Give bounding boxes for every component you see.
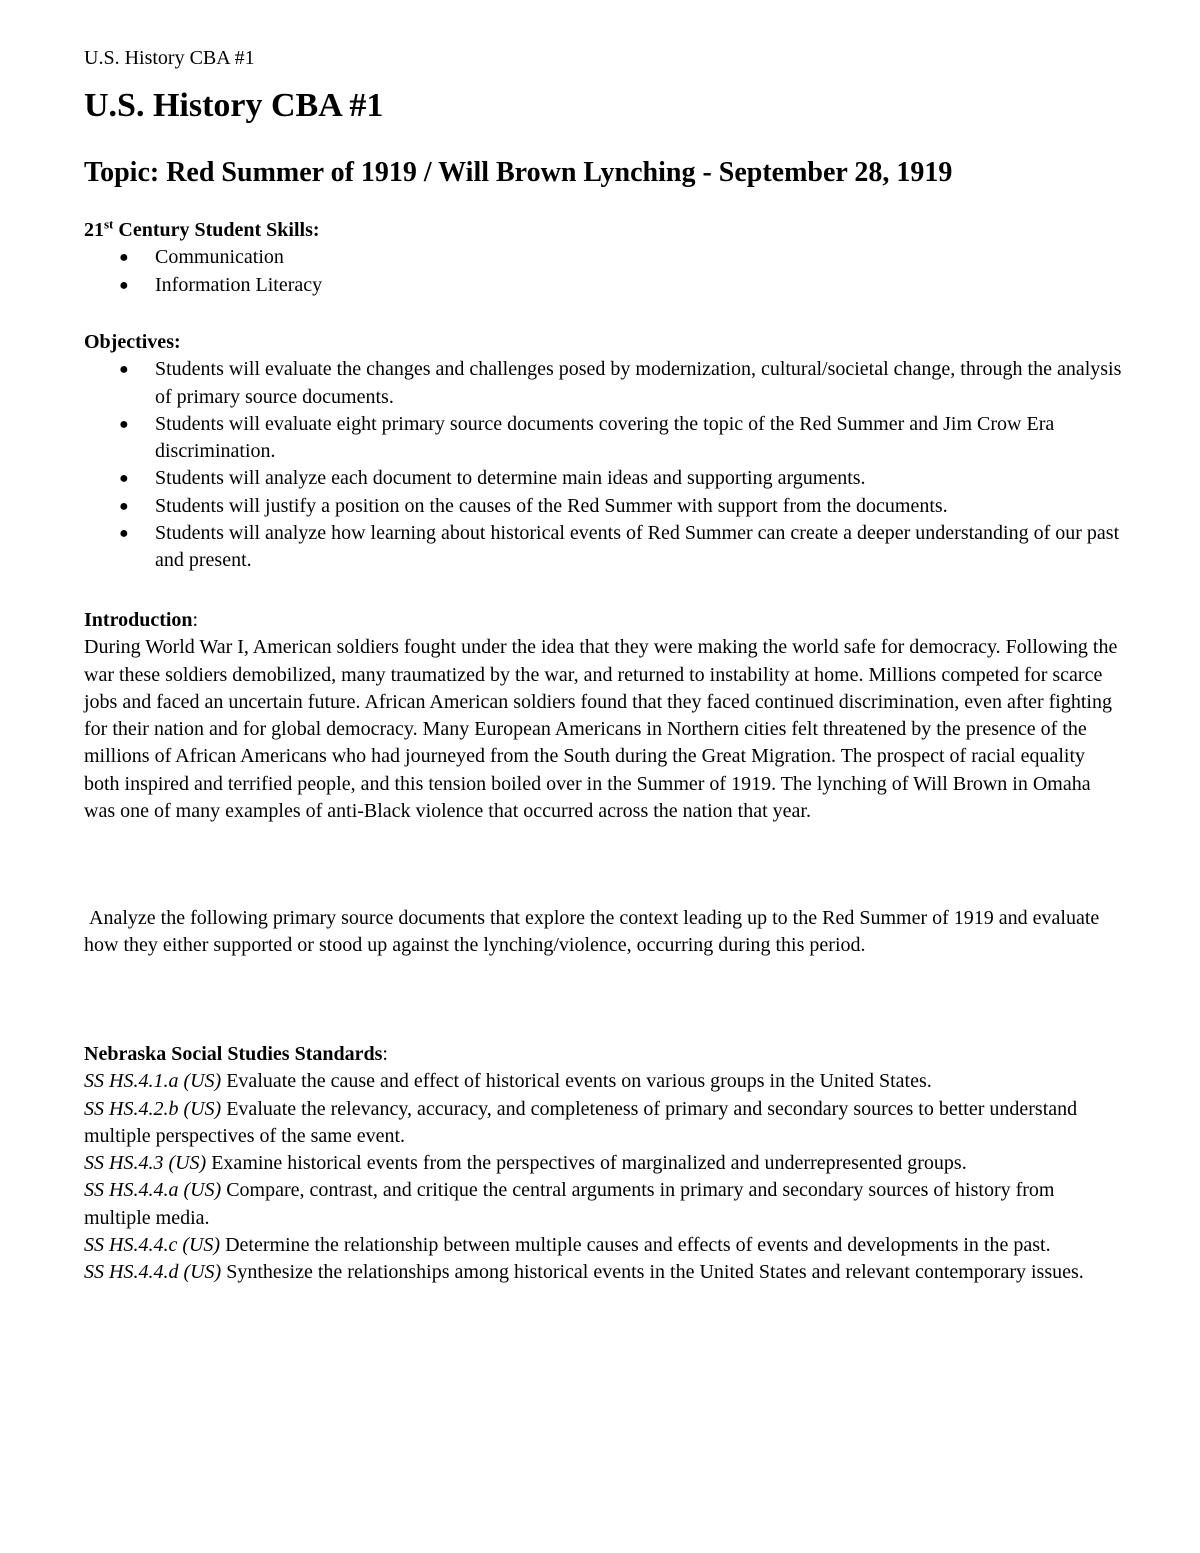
objective-item: ● Students will justify a position on the causes of the Red Summer with support from the documents. [84, 493, 1124, 520]
skills-list [84, 244, 1124, 299]
standard-item: SS HS.4.4.a (US) Compare, contrast, and critique the central arguments in primary and secondary sources of history from multiple media. [84, 1179, 1055, 1229]
standard-item: SS HS.4.4.c (US) Determine the relationship between multiple causes and effects of events and developments in the past. [84, 1234, 1051, 1257]
bullet-icon: ● [119, 497, 129, 515]
objectives-section [84, 329, 1124, 575]
skills-list-item: ● Information Literacy [84, 272, 1124, 299]
standard-code: SS HS.4.4.c (US) [84, 1234, 221, 1257]
page-title: U.S. History CBA #1 [84, 87, 384, 124]
skills-list-item: ● Communication [84, 244, 1124, 271]
bullet-icon: ● [119, 470, 129, 488]
skills-heading: 21st Century Student Skills: [84, 216, 320, 241]
introduction-heading: Introduction: [84, 609, 199, 631]
standard-item: SS HS.4.1.a (US) Evaluate the cause and effect of historical events on various groups in the United States. [84, 1070, 932, 1093]
running-header: U.S. History CBA #1 [84, 47, 255, 69]
standards-section [84, 1041, 1124, 1287]
topic-heading: Topic: Red Summer of 1919 / Will Brown Lynching - September 28, 1919 [84, 157, 953, 188]
standard-item: SS HS.4.2.b (US) Evaluate the relevancy, accuracy, and completeness of primary and secondary sources to better understand multiple perspectives of the same event. [84, 1097, 1078, 1147]
standard-code: SS HS.4.1.a (US) [84, 1070, 222, 1093]
standard-code: SS HS.4.3 (US) [84, 1152, 207, 1175]
bullet-icon: ● [119, 276, 129, 294]
standard-item: SS HS.4.3 (US) Examine historical events from the perspectives of marginalized and underrepresented groups. [84, 1152, 967, 1175]
objective-item: ● Students will evaluate eight primary source documents covering the topic of the Red Summer and Jim Crow Era discrimination. [119, 412, 1055, 463]
standards-heading: Nebraska Social Studies Standards: [84, 1043, 388, 1065]
objectives-list [84, 356, 1124, 574]
bullet-icon: ● [119, 415, 129, 433]
introduction-section [84, 607, 1124, 825]
standard-item: SS HS.4.4.d (US) Synthesize the relationships among historical events in the United States and relevant contemporary issues. [84, 1261, 1084, 1284]
bullet-icon: ● [119, 525, 129, 543]
objective-item: ● Students will analyze how learning about historical events of Red Summer can create a deeper understanding of our past and present. [119, 522, 1120, 572]
standard-code: SS HS.4.4.d (US) [84, 1261, 222, 1284]
objective-item: ● Students will evaluate the changes and challenges posed by modernization, cultural/societal change, through the analysis of primary source documents. [119, 358, 1122, 408]
skills-section [84, 217, 1124, 299]
bullet-icon: ● [119, 361, 129, 379]
standard-code: SS HS.4.4.a (US) [84, 1179, 222, 1202]
bullet-icon: ● [119, 249, 129, 267]
instructions-section [84, 905, 1124, 960]
objective-item: ● Students will analyze each document to determine main ideas and supporting arguments. [84, 465, 1124, 492]
standard-code: SS HS.4.2.b (US) [84, 1097, 222, 1120]
objectives-heading: Objectives: [84, 331, 181, 353]
introduction-paragraph: During World War I, American soldiers fought under the idea that they were making the world safe for democracy. Following the war these soldiers demobilized, many traumatized by the war, and returned to instability at home. Millions competed for scarce jobs and faced an uncertain future. African American soldiers found that they faced continued discrimination, even after fighting for their nation and for global democracy. Many European Americans in Northern cities felt threatened by the presence of the millions of African Americans who had journeyed from the South during the Great Migration. The prospect of racial equality both inspired and terrified people, and this tension boiled over in the Summer of 1919. The lynching of Will Brown in Omaha was one of many examples of anti-Black violence that occurred across the nation that year. [84, 636, 1118, 823]
instructions-paragraph: Analyze the following primary source documents that explore the context leading up to the Red Summer of 1919 and evaluate how they either supported or stood up against the lynching/violence, occurring during this period. [84, 907, 1100, 957]
